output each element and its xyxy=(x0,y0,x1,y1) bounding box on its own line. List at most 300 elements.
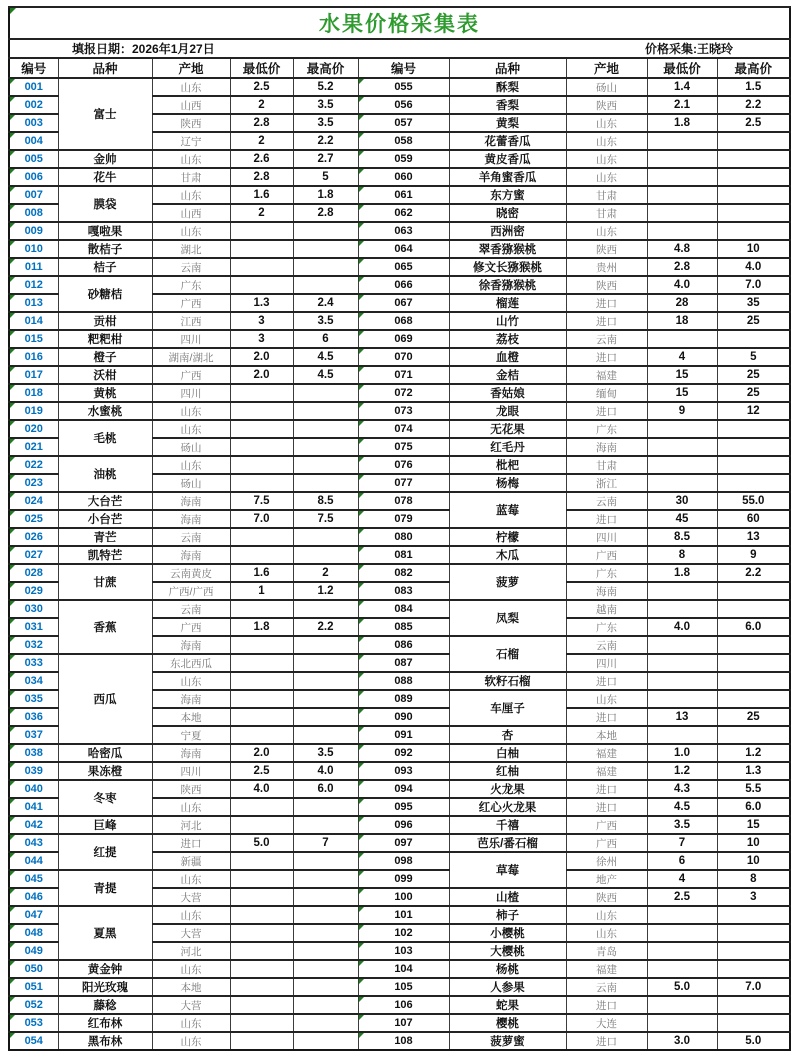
origin[interactable]: 海南 xyxy=(152,510,230,528)
max-price[interactable] xyxy=(293,852,358,870)
max-price[interactable] xyxy=(293,384,358,402)
min-price[interactable] xyxy=(647,204,717,222)
max-price[interactable] xyxy=(717,726,790,744)
row-id[interactable]: 090 xyxy=(358,708,449,726)
row-id[interactable]: 052 xyxy=(9,996,58,1014)
max-price[interactable] xyxy=(293,978,358,996)
origin[interactable]: 进口 xyxy=(566,996,647,1014)
origin[interactable]: 山东 xyxy=(152,420,230,438)
row-id[interactable]: 078 xyxy=(358,492,449,510)
row-id[interactable]: 038 xyxy=(9,744,58,762)
min-price[interactable] xyxy=(230,996,293,1014)
row-id[interactable]: 057 xyxy=(358,114,449,132)
variety[interactable]: 荔枝 xyxy=(449,330,566,348)
row-id[interactable]: 069 xyxy=(358,330,449,348)
origin[interactable]: 进口 xyxy=(566,402,647,420)
column-header-variety[interactable]: 品种 xyxy=(58,58,152,78)
row-id[interactable]: 060 xyxy=(358,168,449,186)
min-price[interactable]: 28 xyxy=(647,294,717,312)
origin[interactable]: 云南 xyxy=(152,528,230,546)
max-price[interactable] xyxy=(717,168,790,186)
variety[interactable]: 千禧 xyxy=(449,816,566,834)
max-price[interactable]: 25 xyxy=(717,384,790,402)
max-price[interactable] xyxy=(293,942,358,960)
min-price[interactable]: 4.0 xyxy=(230,780,293,798)
variety[interactable]: 柠檬 xyxy=(449,528,566,546)
row-id[interactable]: 031 xyxy=(9,618,58,636)
row-id[interactable]: 022 xyxy=(9,456,58,474)
min-price[interactable] xyxy=(647,996,717,1014)
row-id[interactable]: 067 xyxy=(358,294,449,312)
origin[interactable]: 青岛 xyxy=(566,942,647,960)
origin[interactable]: 江西 xyxy=(152,312,230,330)
max-price[interactable]: 5 xyxy=(293,168,358,186)
row-id[interactable]: 047 xyxy=(9,906,58,924)
min-price[interactable]: 1.6 xyxy=(230,186,293,204)
min-price[interactable]: 30 xyxy=(647,492,717,510)
max-price[interactable]: 3.5 xyxy=(293,96,358,114)
origin[interactable]: 四川 xyxy=(152,384,230,402)
min-price[interactable] xyxy=(230,474,293,492)
row-id[interactable]: 074 xyxy=(358,420,449,438)
max-price[interactable]: 7.0 xyxy=(717,978,790,996)
origin[interactable]: 山东 xyxy=(566,690,647,708)
row-id[interactable]: 004 xyxy=(9,132,58,150)
page-title-cell[interactable] xyxy=(9,7,790,39)
origin[interactable]: 甘肃 xyxy=(566,456,647,474)
origin[interactable]: 广西 xyxy=(152,294,230,312)
variety[interactable]: 红毛丹 xyxy=(449,438,566,456)
max-price[interactable]: 13 xyxy=(717,528,790,546)
min-price[interactable]: 1.8 xyxy=(230,618,293,636)
origin[interactable]: 山东 xyxy=(152,798,230,816)
row-id[interactable]: 103 xyxy=(358,942,449,960)
origin[interactable]: 山东 xyxy=(152,186,230,204)
row-id[interactable]: 009 xyxy=(9,222,58,240)
origin[interactable]: 浙江 xyxy=(566,474,647,492)
row-id[interactable]: 063 xyxy=(358,222,449,240)
origin[interactable]: 辽宁 xyxy=(152,132,230,150)
variety[interactable]: 黄皮香瓜 xyxy=(449,150,566,168)
column-header-max[interactable]: 最高价 xyxy=(717,58,790,78)
origin[interactable]: 云南 xyxy=(152,258,230,276)
origin[interactable]: 山东 xyxy=(152,960,230,978)
origin[interactable]: 甘肃 xyxy=(566,186,647,204)
min-price[interactable] xyxy=(647,924,717,942)
variety[interactable]: 冬枣 xyxy=(58,780,152,816)
origin[interactable]: 陕西 xyxy=(152,114,230,132)
min-price[interactable] xyxy=(647,582,717,600)
min-price[interactable]: 8 xyxy=(647,546,717,564)
max-price[interactable] xyxy=(293,798,358,816)
origin[interactable]: 缅甸 xyxy=(566,384,647,402)
row-id[interactable]: 005 xyxy=(9,150,58,168)
variety[interactable]: 草莓 xyxy=(449,852,566,888)
row-id[interactable]: 104 xyxy=(358,960,449,978)
min-price[interactable] xyxy=(647,906,717,924)
row-id[interactable]: 026 xyxy=(9,528,58,546)
min-price[interactable] xyxy=(230,870,293,888)
origin[interactable]: 甘肃 xyxy=(566,204,647,222)
variety[interactable]: 杨桃 xyxy=(449,960,566,978)
row-id[interactable]: 070 xyxy=(358,348,449,366)
max-price[interactable] xyxy=(717,690,790,708)
max-price[interactable] xyxy=(293,690,358,708)
variety[interactable]: 晓密 xyxy=(449,204,566,222)
origin[interactable]: 砀山 xyxy=(566,78,647,96)
min-price[interactable] xyxy=(230,600,293,618)
max-price[interactable]: 8 xyxy=(717,870,790,888)
variety[interactable]: 橙子 xyxy=(58,348,152,366)
variety[interactable]: 香姑娘 xyxy=(449,384,566,402)
min-price[interactable]: 2.0 xyxy=(230,366,293,384)
column-header-origin[interactable]: 产地 xyxy=(152,58,230,78)
variety[interactable]: 黄金钟 xyxy=(58,960,152,978)
variety[interactable]: 香蕉 xyxy=(58,600,152,654)
min-price[interactable] xyxy=(647,474,717,492)
origin[interactable]: 云南 xyxy=(566,978,647,996)
max-price[interactable] xyxy=(293,276,358,294)
origin[interactable]: 山西 xyxy=(152,96,230,114)
row-id[interactable]: 016 xyxy=(9,348,58,366)
min-price[interactable]: 2 xyxy=(230,132,293,150)
min-price[interactable]: 15 xyxy=(647,384,717,402)
row-id[interactable]: 092 xyxy=(358,744,449,762)
origin[interactable]: 山东 xyxy=(566,132,647,150)
origin[interactable]: 四川 xyxy=(566,528,647,546)
min-price[interactable]: 4 xyxy=(647,348,717,366)
row-id[interactable]: 072 xyxy=(358,384,449,402)
origin[interactable]: 进口 xyxy=(566,780,647,798)
origin[interactable]: 海南 xyxy=(566,582,647,600)
min-price[interactable]: 45 xyxy=(647,510,717,528)
max-price[interactable]: 10 xyxy=(717,834,790,852)
origin[interactable]: 砀山 xyxy=(152,438,230,456)
min-price[interactable]: 1.8 xyxy=(647,114,717,132)
origin[interactable]: 山东 xyxy=(566,150,647,168)
max-price[interactable]: 2.5 xyxy=(717,114,790,132)
min-price[interactable]: 13 xyxy=(647,708,717,726)
row-id[interactable]: 034 xyxy=(9,672,58,690)
variety[interactable]: 夏黑 xyxy=(58,906,152,960)
origin[interactable]: 山东 xyxy=(152,1014,230,1032)
origin[interactable]: 陕西 xyxy=(566,96,647,114)
row-id[interactable]: 084 xyxy=(358,600,449,618)
variety[interactable]: 富士 xyxy=(58,78,152,150)
max-price[interactable]: 15 xyxy=(717,816,790,834)
variety[interactable]: 小台芒 xyxy=(58,510,152,528)
min-price[interactable]: 1.8 xyxy=(647,564,717,582)
row-id[interactable]: 065 xyxy=(358,258,449,276)
origin[interactable]: 河北 xyxy=(152,816,230,834)
max-price[interactable]: 9 xyxy=(717,546,790,564)
row-id[interactable]: 023 xyxy=(9,474,58,492)
column-header-max[interactable]: 最高价 xyxy=(293,58,358,78)
variety[interactable]: 山楂 xyxy=(449,888,566,906)
min-price[interactable] xyxy=(647,1014,717,1032)
min-price[interactable] xyxy=(230,924,293,942)
min-price[interactable]: 1.3 xyxy=(230,294,293,312)
row-id[interactable]: 068 xyxy=(358,312,449,330)
variety[interactable]: 金桔 xyxy=(449,366,566,384)
info-cell[interactable] xyxy=(9,39,790,58)
origin[interactable]: 广西 xyxy=(152,618,230,636)
variety[interactable]: 石榴 xyxy=(449,636,566,672)
min-price[interactable] xyxy=(230,456,293,474)
variety[interactable]: 沃柑 xyxy=(58,366,152,384)
max-price[interactable] xyxy=(717,456,790,474)
max-price[interactable]: 60 xyxy=(717,510,790,528)
max-price[interactable] xyxy=(717,438,790,456)
variety[interactable]: 东方蜜 xyxy=(449,186,566,204)
row-id[interactable]: 014 xyxy=(9,312,58,330)
variety[interactable]: 膜袋 xyxy=(58,186,152,222)
origin[interactable]: 山东 xyxy=(152,1032,230,1050)
row-id[interactable]: 019 xyxy=(9,402,58,420)
variety[interactable]: 红柚 xyxy=(449,762,566,780)
min-price[interactable]: 3.5 xyxy=(647,816,717,834)
max-price[interactable]: 25 xyxy=(717,366,790,384)
row-id[interactable]: 051 xyxy=(9,978,58,996)
origin[interactable]: 福建 xyxy=(566,744,647,762)
row-id[interactable]: 086 xyxy=(358,636,449,654)
origin[interactable]: 新疆 xyxy=(152,852,230,870)
row-id[interactable]: 032 xyxy=(9,636,58,654)
origin[interactable]: 海南 xyxy=(152,492,230,510)
variety[interactable]: 木瓜 xyxy=(449,546,566,564)
max-price[interactable] xyxy=(293,528,358,546)
origin[interactable]: 湖南/湖北 xyxy=(152,348,230,366)
min-price[interactable] xyxy=(230,888,293,906)
row-id[interactable]: 039 xyxy=(9,762,58,780)
origin[interactable]: 广西 xyxy=(566,546,647,564)
min-price[interactable] xyxy=(647,636,717,654)
origin[interactable]: 进口 xyxy=(566,1032,647,1050)
max-price[interactable] xyxy=(293,816,358,834)
row-id[interactable]: 008 xyxy=(9,204,58,222)
variety[interactable]: 凤梨 xyxy=(449,600,566,636)
variety[interactable]: 果冻橙 xyxy=(58,762,152,780)
max-price[interactable]: 3.5 xyxy=(293,312,358,330)
max-price[interactable] xyxy=(293,960,358,978)
max-price[interactable] xyxy=(293,402,358,420)
variety[interactable]: 西洲密 xyxy=(449,222,566,240)
min-price[interactable]: 5.0 xyxy=(647,978,717,996)
column-header-id[interactable]: 编号 xyxy=(9,58,58,78)
max-price[interactable] xyxy=(293,924,358,942)
origin[interactable]: 广东 xyxy=(152,276,230,294)
column-header-min[interactable]: 最低价 xyxy=(230,58,293,78)
max-price[interactable]: 10 xyxy=(717,852,790,870)
variety[interactable]: 油桃 xyxy=(58,456,152,492)
min-price[interactable]: 18 xyxy=(647,312,717,330)
min-price[interactable] xyxy=(230,942,293,960)
min-price[interactable] xyxy=(647,942,717,960)
min-price[interactable]: 4.0 xyxy=(647,618,717,636)
variety[interactable]: 花牛 xyxy=(58,168,152,186)
row-id[interactable]: 087 xyxy=(358,654,449,672)
variety[interactable]: 枇杷 xyxy=(449,456,566,474)
variety[interactable]: 青提 xyxy=(58,870,152,906)
row-id[interactable]: 017 xyxy=(9,366,58,384)
max-price[interactable]: 2.8 xyxy=(293,204,358,222)
origin[interactable]: 进口 xyxy=(566,294,647,312)
origin[interactable]: 广东 xyxy=(566,618,647,636)
min-price[interactable]: 7 xyxy=(647,834,717,852)
row-id[interactable]: 027 xyxy=(9,546,58,564)
row-id[interactable]: 055 xyxy=(358,78,449,96)
row-id[interactable]: 108 xyxy=(358,1032,449,1050)
max-price[interactable] xyxy=(717,672,790,690)
max-price[interactable] xyxy=(293,240,358,258)
max-price[interactable]: 35 xyxy=(717,294,790,312)
max-price[interactable] xyxy=(293,438,358,456)
min-price[interactable] xyxy=(230,708,293,726)
variety[interactable]: 酥梨 xyxy=(449,78,566,96)
origin[interactable]: 甘肃 xyxy=(152,168,230,186)
max-price[interactable] xyxy=(717,924,790,942)
row-id[interactable]: 079 xyxy=(358,510,449,528)
max-price[interactable]: 25 xyxy=(717,312,790,330)
origin[interactable]: 山东 xyxy=(152,402,230,420)
min-price[interactable]: 1.0 xyxy=(647,744,717,762)
row-id[interactable]: 020 xyxy=(9,420,58,438)
origin[interactable]: 进口 xyxy=(566,798,647,816)
row-id[interactable]: 003 xyxy=(9,114,58,132)
min-price[interactable]: 4.8 xyxy=(647,240,717,258)
min-price[interactable] xyxy=(647,654,717,672)
min-price[interactable]: 8.5 xyxy=(647,528,717,546)
variety[interactable]: 血橙 xyxy=(449,348,566,366)
min-price[interactable]: 4.3 xyxy=(647,780,717,798)
origin[interactable]: 海南 xyxy=(152,744,230,762)
max-price[interactable] xyxy=(293,996,358,1014)
variety[interactable]: 红心火龙果 xyxy=(449,798,566,816)
variety[interactable]: 青芒 xyxy=(58,528,152,546)
origin[interactable]: 进口 xyxy=(566,348,647,366)
max-price[interactable]: 6 xyxy=(293,330,358,348)
max-price[interactable] xyxy=(293,636,358,654)
variety[interactable]: 大樱桃 xyxy=(449,942,566,960)
max-price[interactable] xyxy=(293,1014,358,1032)
min-price[interactable]: 2.8 xyxy=(230,168,293,186)
row-id[interactable]: 043 xyxy=(9,834,58,852)
origin[interactable]: 四川 xyxy=(152,762,230,780)
max-price[interactable]: 4.0 xyxy=(717,258,790,276)
row-id[interactable]: 083 xyxy=(358,582,449,600)
origin[interactable]: 广西 xyxy=(566,834,647,852)
min-price[interactable] xyxy=(230,384,293,402)
min-price[interactable] xyxy=(230,798,293,816)
min-price[interactable]: 15 xyxy=(647,366,717,384)
variety[interactable]: 小樱桃 xyxy=(449,924,566,942)
max-price[interactable] xyxy=(717,150,790,168)
max-price[interactable] xyxy=(293,654,358,672)
origin[interactable]: 河北 xyxy=(152,942,230,960)
variety[interactable]: 贡柑 xyxy=(58,312,152,330)
row-id[interactable]: 007 xyxy=(9,186,58,204)
origin[interactable]: 海南 xyxy=(152,690,230,708)
min-price[interactable] xyxy=(230,690,293,708)
variety[interactable]: 大台芒 xyxy=(58,492,152,510)
row-id[interactable]: 062 xyxy=(358,204,449,222)
origin[interactable]: 宁夏 xyxy=(152,726,230,744)
variety[interactable]: 软籽石榴 xyxy=(449,672,566,690)
origin[interactable]: 陕西 xyxy=(566,888,647,906)
variety[interactable]: 榴莲 xyxy=(449,294,566,312)
row-id[interactable]: 071 xyxy=(358,366,449,384)
origin[interactable]: 福建 xyxy=(566,366,647,384)
min-price[interactable]: 4.0 xyxy=(647,276,717,294)
min-price[interactable] xyxy=(647,690,717,708)
row-id[interactable]: 011 xyxy=(9,258,58,276)
variety[interactable]: 金帅 xyxy=(58,150,152,168)
min-price[interactable]: 5.0 xyxy=(230,834,293,852)
min-price[interactable] xyxy=(230,1014,293,1032)
max-price[interactable]: 2 xyxy=(293,564,358,582)
variety[interactable]: 蓝莓 xyxy=(449,492,566,528)
origin[interactable]: 徐州 xyxy=(566,852,647,870)
min-price[interactable]: 1 xyxy=(230,582,293,600)
origin[interactable]: 山东 xyxy=(566,168,647,186)
max-price[interactable]: 7.5 xyxy=(293,510,358,528)
row-id[interactable]: 001 xyxy=(9,78,58,96)
row-id[interactable]: 015 xyxy=(9,330,58,348)
origin[interactable]: 山东 xyxy=(152,78,230,96)
min-price[interactable]: 7.0 xyxy=(230,510,293,528)
row-id[interactable]: 044 xyxy=(9,852,58,870)
row-id[interactable]: 050 xyxy=(9,960,58,978)
min-price[interactable] xyxy=(230,726,293,744)
origin[interactable]: 越南 xyxy=(566,600,647,618)
row-id[interactable]: 106 xyxy=(358,996,449,1014)
origin[interactable]: 陕西 xyxy=(566,276,647,294)
row-id[interactable]: 049 xyxy=(9,942,58,960)
max-price[interactable]: 4.5 xyxy=(293,348,358,366)
variety[interactable]: 红布林 xyxy=(58,1014,152,1032)
max-price[interactable] xyxy=(717,600,790,618)
origin[interactable]: 山东 xyxy=(566,924,647,942)
origin[interactable]: 地产 xyxy=(566,870,647,888)
min-price[interactable]: 3.0 xyxy=(647,1032,717,1050)
min-price[interactable]: 2.8 xyxy=(647,258,717,276)
row-id[interactable]: 059 xyxy=(358,150,449,168)
min-price[interactable] xyxy=(647,186,717,204)
origin[interactable]: 海南 xyxy=(566,438,647,456)
origin[interactable]: 福建 xyxy=(566,960,647,978)
origin[interactable]: 广西 xyxy=(152,366,230,384)
row-id[interactable]: 013 xyxy=(9,294,58,312)
min-price[interactable]: 2.5 xyxy=(647,888,717,906)
variety[interactable]: 樱桃 xyxy=(449,1014,566,1032)
max-price[interactable] xyxy=(293,906,358,924)
max-price[interactable]: 1.8 xyxy=(293,186,358,204)
max-price[interactable] xyxy=(717,654,790,672)
max-price[interactable]: 3 xyxy=(717,888,790,906)
origin[interactable]: 山东 xyxy=(152,222,230,240)
origin[interactable]: 陕西 xyxy=(566,240,647,258)
max-price[interactable]: 1.2 xyxy=(717,744,790,762)
min-price[interactable]: 3 xyxy=(230,330,293,348)
min-price[interactable] xyxy=(647,600,717,618)
max-price[interactable]: 2.4 xyxy=(293,294,358,312)
origin[interactable]: 进口 xyxy=(566,510,647,528)
column-header-variety[interactable]: 品种 xyxy=(449,58,566,78)
min-price[interactable] xyxy=(647,222,717,240)
row-id[interactable]: 010 xyxy=(9,240,58,258)
row-id[interactable]: 036 xyxy=(9,708,58,726)
min-price[interactable]: 2 xyxy=(230,204,293,222)
